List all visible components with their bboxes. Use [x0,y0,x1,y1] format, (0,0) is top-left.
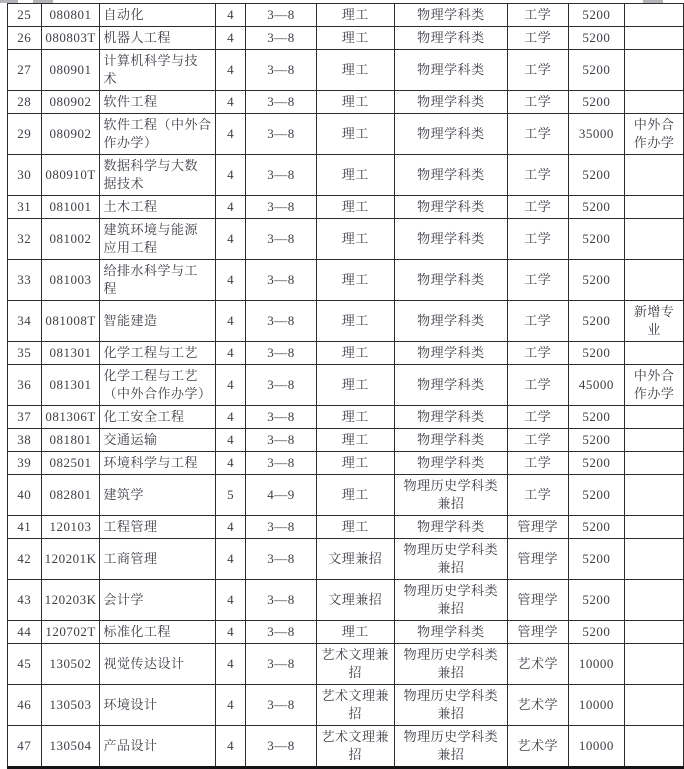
cell-degree: 工学 [507,114,568,155]
cell-major-name: 化工安全工程 [100,406,215,429]
cell-degree: 工学 [507,27,568,50]
cell-subject-category: 物理历史学科类 兼招 [394,580,507,621]
cell-subject-category: 物理学科类 [394,196,507,219]
cell-major-code: 081301 [41,342,100,365]
cell-enroll-type: 理工 [316,50,394,91]
cell-degree: 工学 [507,91,568,114]
cell-note [625,475,684,516]
table-row [8,155,684,196]
cell-duration: 4 [215,539,245,580]
cell-note [625,516,684,539]
table-row [8,114,684,155]
table-row [8,4,684,27]
cell-row-number: 38 [8,429,42,452]
cell-tuition: 5200 [568,4,625,27]
cell-enroll-type: 理工 [316,260,394,301]
table-row [8,580,684,621]
cell-tuition: 5200 [568,406,625,429]
cell-note [625,50,684,91]
cell-degree: 艺术学 [507,644,568,685]
cell-tuition: 5200 [568,219,625,260]
cell-subject-category: 物理学科类 [394,452,507,475]
cell-major-name: 产品设计 [100,726,215,768]
cell-major-code: 081306T [41,406,100,429]
cell-duration: 4 [215,644,245,685]
cell-study-years: 3—8 [246,114,316,155]
cell-subject-category: 物理学科类 [394,50,507,91]
cell-note: 新增专 业 [625,301,684,342]
cell-subject-category: 物理历史学科类 兼招 [394,539,507,580]
cell-note: 中外合 作办学 [625,365,684,406]
cell-note [625,685,684,726]
cell-degree: 工学 [507,365,568,406]
cell-degree: 工学 [507,301,568,342]
cell-enroll-type: 文理兼招 [316,580,394,621]
cell-tuition: 5200 [568,539,625,580]
cell-major-name: 土木工程 [100,196,215,219]
cell-enroll-type: 文理兼招 [316,539,394,580]
cell-tuition: 5200 [568,621,625,644]
cell-major-name: 软件工程 [100,91,215,114]
cell-duration: 4 [215,685,245,726]
cell-study-years: 3—8 [246,4,316,27]
cell-tuition: 10000 [568,726,625,768]
cell-study-years: 3—8 [246,429,316,452]
table-row [8,621,684,644]
cell-major-name: 视觉传达设计 [100,644,215,685]
cell-duration: 4 [215,4,245,27]
cell-note [625,406,684,429]
cell-major-name: 软件工程（中外合 作办学） [100,114,215,155]
cell-note [625,342,684,365]
cell-duration: 4 [215,27,245,50]
cell-major-code: 081002 [41,219,100,260]
cell-tuition: 5200 [568,27,625,50]
cell-major-code: 080902 [41,91,100,114]
cell-row-number: 25 [8,4,42,27]
cell-major-name: 智能建造 [100,301,215,342]
cell-study-years: 3—8 [246,260,316,301]
cell-note [625,4,684,27]
cell-row-number: 35 [8,342,42,365]
cell-subject-category: 物理历史学科类 兼招 [394,475,507,516]
cell-study-years: 3—8 [246,539,316,580]
cell-study-years: 3—8 [246,406,316,429]
cell-row-number: 47 [8,726,42,768]
cell-tuition: 5200 [568,196,625,219]
cell-tuition: 10000 [568,685,625,726]
cell-enroll-type: 理工 [316,365,394,406]
cell-row-number: 33 [8,260,42,301]
cell-row-number: 36 [8,365,42,406]
cell-row-number: 28 [8,91,42,114]
cell-major-code: 081003 [41,260,100,301]
table-row [8,365,684,406]
cell-note [625,196,684,219]
cell-major-name: 标准化工程 [100,621,215,644]
table-row [8,342,684,365]
cell-study-years: 3—8 [246,27,316,50]
table-row [8,539,684,580]
cell-study-years: 3—8 [246,580,316,621]
cell-study-years: 3—8 [246,726,316,768]
cell-duration: 4 [215,580,245,621]
cell-major-name: 化学工程与工艺 [100,342,215,365]
cell-enroll-type: 理工 [316,516,394,539]
cell-tuition: 10000 [568,644,625,685]
cell-subject-category: 物理学科类 [394,219,507,260]
cell-subject-category: 物理学科类 [394,342,507,365]
cell-enroll-type: 理工 [316,452,394,475]
cell-degree: 工学 [507,406,568,429]
cell-subject-category: 物理学科类 [394,301,507,342]
cell-degree: 管理学 [507,580,568,621]
cell-tuition: 5200 [568,475,625,516]
cell-duration: 4 [215,342,245,365]
cell-tuition: 45000 [568,365,625,406]
cell-study-years: 3—8 [246,50,316,91]
cell-enroll-type: 理工 [316,406,394,429]
cell-duration: 4 [215,365,245,406]
cell-tuition: 5200 [568,580,625,621]
cell-study-years: 3—8 [246,91,316,114]
cell-note [625,726,684,768]
cell-row-number: 30 [8,155,42,196]
cell-subject-category: 物理历史学科类 兼招 [394,644,507,685]
cell-major-name: 建筑环境与能源 应用工程 [100,219,215,260]
cell-note [625,260,684,301]
cell-duration: 4 [215,155,245,196]
cell-degree: 工学 [507,196,568,219]
cell-enroll-type: 理工 [316,91,394,114]
cell-enroll-type: 理工 [316,219,394,260]
cell-subject-category: 物理学科类 [394,429,507,452]
cell-note [625,452,684,475]
cell-degree: 管理学 [507,516,568,539]
cell-row-number: 43 [8,580,42,621]
cell-tuition: 5200 [568,516,625,539]
cell-row-number: 29 [8,114,42,155]
cell-major-code: 120203K [41,580,100,621]
cell-enroll-type: 理工 [316,196,394,219]
cell-study-years: 3—8 [246,342,316,365]
cell-duration: 4 [215,91,245,114]
cell-degree: 管理学 [507,621,568,644]
cell-major-name: 会计学 [100,580,215,621]
cell-note [625,27,684,50]
cell-row-number: 39 [8,452,42,475]
cell-subject-category: 物理学科类 [394,155,507,196]
cell-duration: 4 [215,196,245,219]
cell-row-number: 44 [8,621,42,644]
cell-major-name: 建筑学 [100,475,215,516]
cell-degree: 工学 [507,50,568,91]
cell-duration: 4 [215,452,245,475]
cell-duration: 4 [215,260,245,301]
cell-subject-category: 物理历史学科类 兼招 [394,726,507,768]
cell-duration: 4 [215,406,245,429]
cell-enroll-type: 理工 [316,27,394,50]
table-row [8,429,684,452]
cell-note [625,429,684,452]
cell-tuition: 5200 [568,342,625,365]
cell-major-name: 数据科学与大数 据技术 [100,155,215,196]
cell-subject-category: 物理学科类 [394,365,507,406]
cell-degree: 工学 [507,155,568,196]
cell-note [625,644,684,685]
cell-study-years: 4—9 [246,475,316,516]
cell-major-code: 081801 [41,429,100,452]
cell-row-number: 31 [8,196,42,219]
cell-tuition: 5200 [568,91,625,114]
cell-row-number: 45 [8,644,42,685]
cell-tuition: 5200 [568,260,625,301]
cell-row-number: 34 [8,301,42,342]
cell-note [625,621,684,644]
cell-note [625,539,684,580]
cell-duration: 4 [215,219,245,260]
cell-major-code: 081001 [41,196,100,219]
table-row [8,196,684,219]
table-row [8,475,684,516]
cell-tuition: 5200 [568,452,625,475]
cell-subject-category: 物理历史学科类 兼招 [394,685,507,726]
cell-major-name: 工程管理 [100,516,215,539]
cell-duration: 5 [215,475,245,516]
cell-note [625,580,684,621]
cell-duration: 4 [215,621,245,644]
cell-major-name: 化学工程与工艺 （中外合作办学） [100,365,215,406]
cell-note: 中外合 作办学 [625,114,684,155]
cell-major-code: 081008T [41,301,100,342]
cell-major-name: 工商管理 [100,539,215,580]
cell-degree: 工学 [507,429,568,452]
cell-degree: 工学 [507,342,568,365]
table-row [8,452,684,475]
cell-row-number: 41 [8,516,42,539]
table-row [8,685,684,726]
cell-enroll-type: 理工 [316,342,394,365]
cell-study-years: 3—8 [246,452,316,475]
cell-major-code: 080901 [41,50,100,91]
table-row [8,726,684,768]
cell-major-code: 120201K [41,539,100,580]
table-row [8,27,684,50]
cell-major-name: 机器人工程 [100,27,215,50]
cell-enroll-type: 理工 [316,155,394,196]
cell-tuition: 5200 [568,155,625,196]
cell-subject-category: 物理学科类 [394,114,507,155]
cell-degree: 艺术学 [507,685,568,726]
cell-tuition: 35000 [568,114,625,155]
cell-enroll-type: 理工 [316,475,394,516]
cell-major-code: 120702T [41,621,100,644]
cell-enroll-type: 理工 [316,4,394,27]
cell-duration: 4 [215,516,245,539]
cell-note [625,219,684,260]
table-row [8,50,684,91]
cell-row-number: 40 [8,475,42,516]
cell-study-years: 3—8 [246,155,316,196]
cell-major-name: 环境设计 [100,685,215,726]
cell-major-name: 自动化 [100,4,215,27]
cell-major-code: 082501 [41,452,100,475]
cell-row-number: 32 [8,219,42,260]
cell-major-code: 120103 [41,516,100,539]
cell-study-years: 3—8 [246,219,316,260]
cell-subject-category: 物理学科类 [394,4,507,27]
cell-subject-category: 物理学科类 [394,27,507,50]
cell-study-years: 3—8 [246,644,316,685]
cell-study-years: 3—8 [246,516,316,539]
cell-subject-category: 物理学科类 [394,91,507,114]
cell-enroll-type: 艺术文理兼 招 [316,726,394,768]
cell-major-name: 环境科学与工程 [100,452,215,475]
table-row [8,260,684,301]
cell-enroll-type: 理工 [316,301,394,342]
table-row [8,516,684,539]
cell-major-name: 交通运输 [100,429,215,452]
table-row [8,91,684,114]
cell-row-number: 26 [8,27,42,50]
cell-study-years: 3—8 [246,301,316,342]
cell-subject-category: 物理学科类 [394,516,507,539]
cell-major-name: 给排水科学与工 程 [100,260,215,301]
cell-major-code: 080910T [41,155,100,196]
cell-major-code: 080801 [41,4,100,27]
cell-subject-category: 物理学科类 [394,260,507,301]
cell-study-years: 3—8 [246,196,316,219]
cell-enroll-type: 艺术文理兼 招 [316,685,394,726]
cell-duration: 4 [215,726,245,768]
cell-major-code: 130504 [41,726,100,768]
cell-subject-category: 物理学科类 [394,621,507,644]
majors-table [7,3,684,769]
table-row [8,644,684,685]
cell-study-years: 3—8 [246,685,316,726]
cell-degree: 工学 [507,219,568,260]
cell-row-number: 46 [8,685,42,726]
cell-study-years: 3—8 [246,621,316,644]
cell-tuition: 5200 [568,429,625,452]
cell-subject-category: 物理学科类 [394,406,507,429]
table-row [8,219,684,260]
cell-major-code: 082801 [41,475,100,516]
cell-note [625,91,684,114]
cell-row-number: 37 [8,406,42,429]
cell-major-code: 080902 [41,114,100,155]
cell-tuition: 5200 [568,301,625,342]
cell-degree: 工学 [507,475,568,516]
table-row [8,301,684,342]
table-row [8,406,684,429]
cell-degree: 工学 [507,452,568,475]
cell-duration: 4 [215,114,245,155]
cell-degree: 工学 [507,4,568,27]
cell-major-name: 计算机科学与技 术 [100,50,215,91]
cell-duration: 4 [215,50,245,91]
cell-degree: 艺术学 [507,726,568,768]
cell-degree: 管理学 [507,539,568,580]
cell-degree: 工学 [507,260,568,301]
cell-duration: 4 [215,301,245,342]
cell-major-code: 081301 [41,365,100,406]
cell-enroll-type: 理工 [316,621,394,644]
cell-enroll-type: 理工 [316,114,394,155]
cell-tuition: 5200 [568,50,625,91]
cell-note [625,155,684,196]
cell-row-number: 27 [8,50,42,91]
cell-duration: 4 [215,429,245,452]
cell-major-code: 130502 [41,644,100,685]
cell-major-code: 080803T [41,27,100,50]
cell-row-number: 42 [8,539,42,580]
cell-enroll-type: 理工 [316,429,394,452]
majors-table-body [8,4,684,768]
cell-enroll-type: 艺术文理兼 招 [316,644,394,685]
cell-major-code: 130503 [41,685,100,726]
cell-study-years: 3—8 [246,365,316,406]
